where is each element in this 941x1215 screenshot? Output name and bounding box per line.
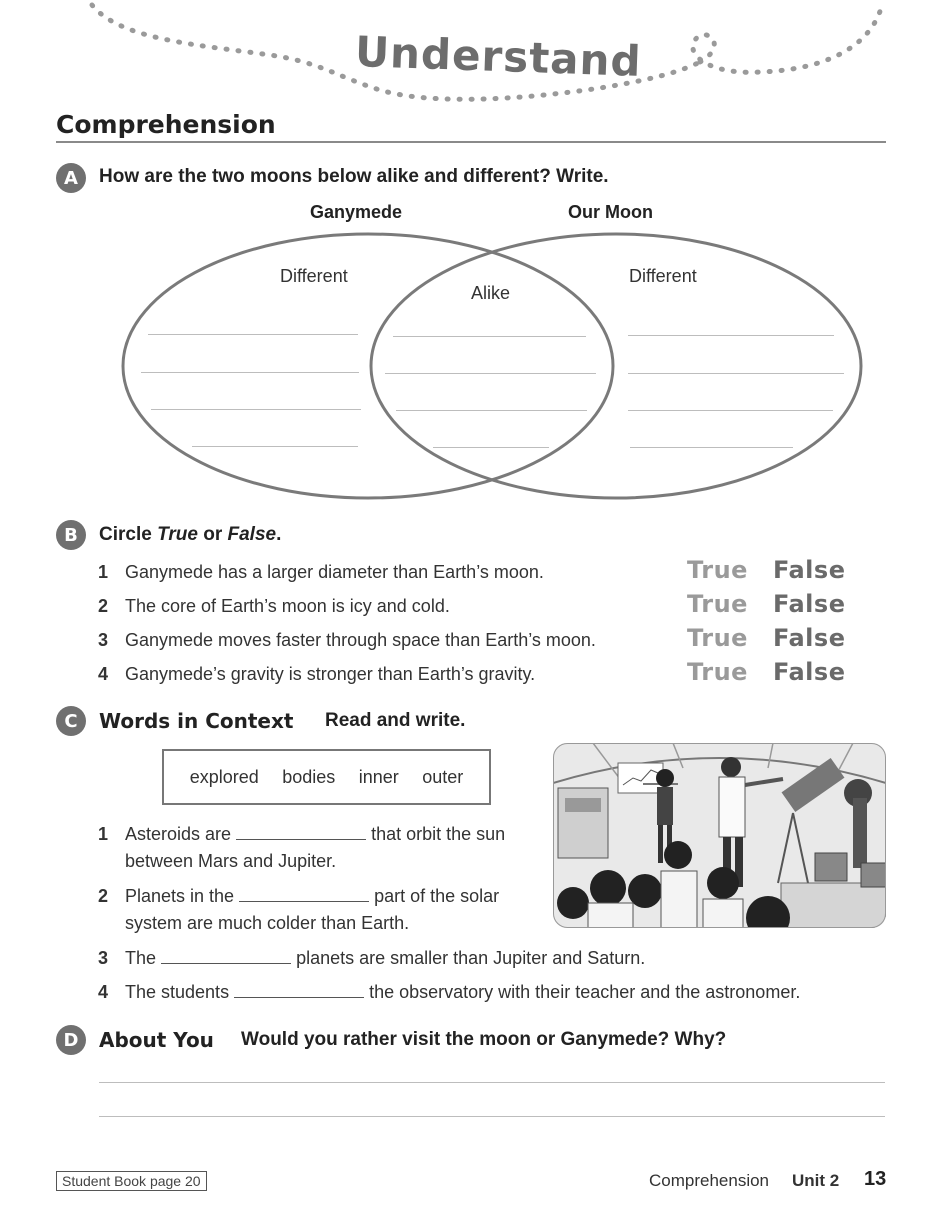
part-c-badge: C	[56, 706, 86, 736]
statement-text: Ganymede’s gravity is stronger than Earth’s gravity.	[125, 664, 536, 684]
venn-right-title: Our Moon	[568, 202, 653, 222]
venn-right-line[interactable]	[628, 373, 844, 374]
word-bank-item: bodies	[282, 766, 336, 787]
venn-left-line[interactable]	[148, 334, 358, 335]
answer-blank[interactable]	[234, 983, 364, 998]
true-option[interactable]: True	[687, 590, 748, 618]
item-number: 4	[98, 664, 109, 684]
banner-title: Understand	[354, 27, 643, 86]
venn-left-line[interactable]	[192, 446, 358, 447]
item-number: 3	[98, 630, 109, 650]
part-c-instruction: Read and write.	[325, 710, 466, 731]
about-you-heading: About You	[99, 1028, 214, 1052]
item-number: 1	[98, 562, 109, 582]
venn-middle-line[interactable]	[433, 447, 549, 448]
venn-diagram	[0, 225, 941, 505]
answer-blank[interactable]	[161, 949, 291, 964]
false-option[interactable]: False	[773, 590, 846, 618]
word-bank-item: explored	[189, 766, 259, 787]
item-number: 2	[98, 596, 109, 616]
page-number: 13	[864, 1168, 887, 1190]
venn-middle-line[interactable]	[385, 373, 596, 374]
false-option[interactable]: False	[773, 624, 846, 652]
part-a-badge: A	[56, 163, 86, 193]
venn-left-label: Different	[280, 266, 348, 286]
venn-right-label: Different	[629, 266, 697, 286]
false-option[interactable]: False	[773, 556, 846, 584]
venn-left-title: Ganymede	[310, 202, 403, 222]
item-number: 1	[98, 824, 109, 844]
venn-right-line[interactable]	[628, 335, 834, 336]
sentence-text: The planets are smaller than Jupiter and Saturn.	[125, 948, 646, 968]
sentence-text: The students the observatory with their teacher and the astronomer.	[125, 982, 801, 1002]
venn-middle-label: Alike	[471, 283, 511, 303]
item-number: 4	[98, 982, 109, 1002]
venn-left-line[interactable]	[151, 409, 361, 410]
answer-line[interactable]	[99, 1116, 885, 1117]
observatory-illustration	[553, 743, 886, 928]
part-b-badge: B	[56, 520, 86, 550]
statement-text: Ganymede has a larger diameter than Earth’s moon.	[125, 562, 544, 582]
sentence-text: Asteroids are that orbit the sun	[125, 824, 506, 844]
true-option[interactable]: True	[687, 624, 748, 652]
venn-right-circle	[371, 234, 861, 498]
statement-text: The core of Earth’s moon is icy and cold.	[125, 596, 450, 616]
sentence-text: system are much colder than Earth.	[125, 913, 410, 933]
words-in-context-heading: Words in Context	[99, 709, 294, 733]
student-book-reference: Student Book page 20	[56, 1171, 207, 1191]
venn-right-line[interactable]	[628, 410, 833, 411]
footer-section: Comprehension	[649, 1171, 770, 1190]
part-d-badge: D	[56, 1025, 86, 1055]
part-a-instruction: How are the two moons below alike and different? Write.	[99, 166, 609, 187]
item-number: 3	[98, 948, 109, 968]
footer-unit: Unit 2	[792, 1171, 840, 1190]
venn-right-line[interactable]	[630, 447, 793, 448]
word-bank-item: inner	[358, 766, 399, 787]
word-bank-item: outer	[422, 766, 464, 787]
venn-left-line[interactable]	[141, 372, 359, 373]
section-divider	[56, 141, 886, 143]
word-bank	[162, 749, 491, 805]
venn-middle-line[interactable]	[393, 336, 586, 337]
true-option[interactable]: True	[687, 658, 748, 686]
true-option[interactable]: True	[687, 556, 748, 584]
false-option[interactable]: False	[773, 658, 846, 686]
sentence-text: between Mars and Jupiter.	[125, 851, 337, 871]
venn-middle-line[interactable]	[396, 410, 587, 411]
sentence-text: Planets in the part of the solar	[125, 886, 500, 906]
section-title: Comprehension	[56, 110, 276, 139]
part-b-instruction: Circle True or False.	[99, 524, 282, 545]
item-number: 2	[98, 886, 109, 906]
part-d-instruction: Would you rather visit the moon or Ganymede? Why?	[241, 1029, 727, 1050]
answer-line[interactable]	[99, 1082, 885, 1083]
statement-text: Ganymede moves faster through space than Earth’s moon.	[125, 630, 596, 650]
venn-left-circle	[123, 234, 613, 498]
answer-blank[interactable]	[236, 825, 366, 840]
answer-blank[interactable]	[239, 887, 369, 902]
